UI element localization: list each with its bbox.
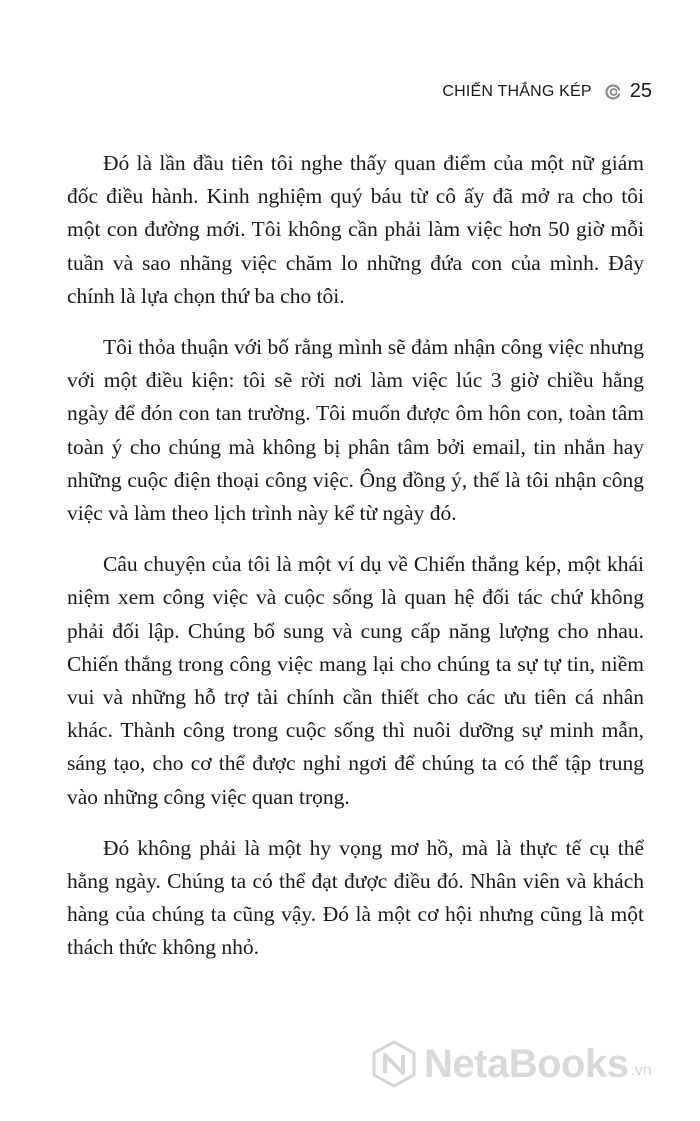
body-text (67, 147, 644, 983)
running-head (442, 80, 652, 103)
chapter-title: CHIẾN THẮNG KÉP (442, 82, 592, 100)
swirl-icon (604, 83, 622, 101)
paragraph-3: Câu chuyện của tôi là một ví dụ về Chiến thắng kép, một khái niệm xem công việc và cuộc sống là quan hệ đối tác chứ không phải đối lập. Chúng bổ sung và cung cấp năng lượng cho nhau. Chiến thắng trong công việc mang lại cho chúng ta sự tự tin, niềm vui và những hỗ trợ tài chính cần thiết cho các ưu tiên cá nhân khác. Thành công trong cuộc sống thì nuôi dưỡng sự minh mẫn, sáng tạo, cho cơ thể được nghỉ ngơi để chúng ta có thể tập trung vào những công việc quan trọng. (67, 552, 644, 809)
page-number: 25 (629, 80, 652, 102)
paragraph-2: Tôi thỏa thuận với bố rằng mình sẽ đảm nhận công việc nhưng với một điều kiện: tôi sẽ rời nơi làm việc lúc 3 giờ chiều hằng ngày để đón con tan trường. Tôi muốn được ôm hôn con, toàn tâm toàn ý cho chúng mà không bị phân tâm bởi email, tin nhắn hay những cuộc điện thoại công việc. Ông đồng ý, thế là tôi nhận công việc và làm theo lịch trình này kể từ ngày đó. (67, 335, 644, 526)
netabooks-logo-icon (370, 1040, 418, 1088)
paragraph-1: Đó là lần đầu tiên tôi nghe thấy quan điểm của một nữ giám đốc điều hành. Kinh nghiệm quý báu từ cô ấy đã mở ra cho tôi một con đường mới. Tôi không cần phải làm việc hơn 50 giờ mỗi tuần và sao nhãng việc chăm lo những đứa con của mình. Đây chính là lựa chọn thứ ba cho tôi. (67, 151, 644, 308)
paragraph-4: Đó không phải là một hy vọng mơ hồ, mà là thực tế cụ thể hằng ngày. Chúng ta có thể đạt được điều đó. Nhân viên và khách hàng của chúng ta cũng vậy. Đó là một cơ hội nhưng cũng là một thách thức không nhỏ. (67, 835, 644, 960)
watermark-name: NetaBooks (424, 1041, 629, 1086)
watermark-tld: .vn (630, 1062, 652, 1079)
watermark (370, 1040, 652, 1088)
